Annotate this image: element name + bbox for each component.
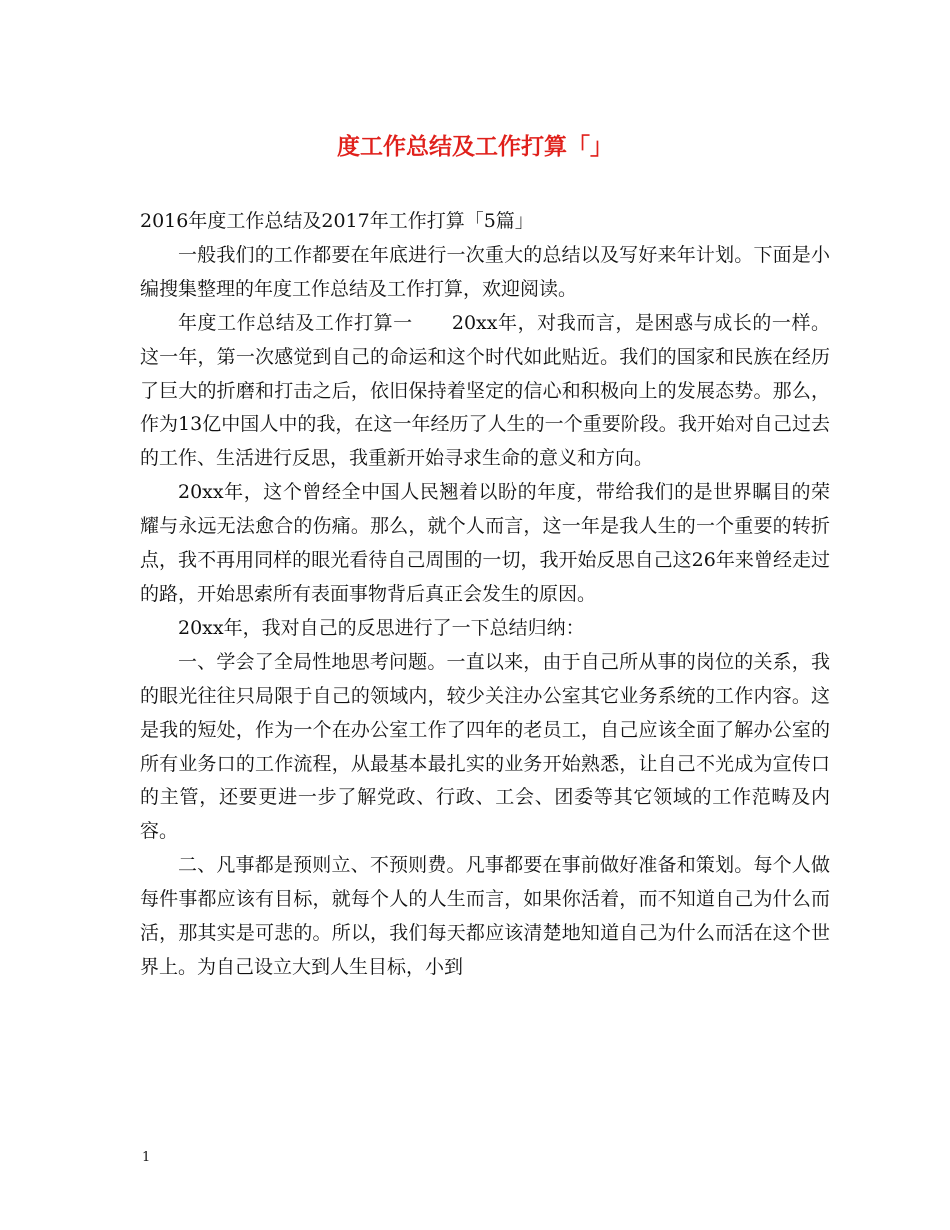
document-title: 度工作总结及工作打算「」	[337, 134, 613, 160]
paragraph-year-reflection: 20xx年，这个曾经全中国人民翘着以盼的年度，带给我们的是世界瞩目的荣耀与永远无法愈合的伤痛。那么，就个人而言，这一年是我人生的一个重要的转折点，我不再用同样的眼光看待自己周围的一切，我开始反思自己这26年来曾经走过的路，开始思索所有表面事物背后真正会发生的原因。	[140, 481, 830, 605]
subtitle-line: 2016年度工作总结及2017年工作打算「5篇」	[140, 210, 534, 232]
paragraph-section-one: 年度工作总结及工作打算一 20xx年，对我而言，是困惑与成长的一样。这一年，第一次感觉到自己的命运和这个时代如此贴近。我们的国家和民族在经历了巨大的折磨和打击之后，依旧保持着坚定的信心和积极向上的发展态势。那么，作为13亿中国人中的我，在这一年经历了人生的一个重要阶段。我开始对自己过去的工作、生活进行反思，我重新开始寻求生命的意义和方向。	[140, 311, 830, 470]
document-body	[140, 205, 830, 985]
paragraph-intro: 一般我们的工作都要在年底进行一次重大的总结以及写好来年计划。下面是小编搜集整理的年度工作总结及工作打算，欢迎阅读。	[140, 243, 830, 300]
page-number: 1	[142, 1150, 151, 1165]
paragraph-summary-lead: 20xx年，我对自己的反思进行了一下总结归纳：	[178, 616, 585, 639]
paragraph-point-two: 二、凡事都是预则立、不预则费。凡事都要在事前做好准备和策划。每个人做每件事都应该有目标，就每个人的人生而言，如果你活着，而不知道自己为什么而活，那其实是可悲的。所以，我们每天都应该清楚地知道自己为什么而活在这个世界上。为自己设立大到人生目标，小到	[140, 854, 830, 978]
paragraph-point-one: 一、学会了全局性地思考问题。一直以来，由于自己所从事的岗位的关系，我的眼光往往只局限于自己的领域内，较少关注办公室其它业务系统的工作内容。这是我的短处，作为一个在办公室工作了四年的老员工，自己应该全面了解办公室的所有业务口的工作流程，从最基本最扎实的业务开始熟悉，让自己不光成为宣传口的主管，还要更进一步了解党政、行政、工会、团委等其它领域的工作范畴及内容。	[140, 650, 830, 843]
